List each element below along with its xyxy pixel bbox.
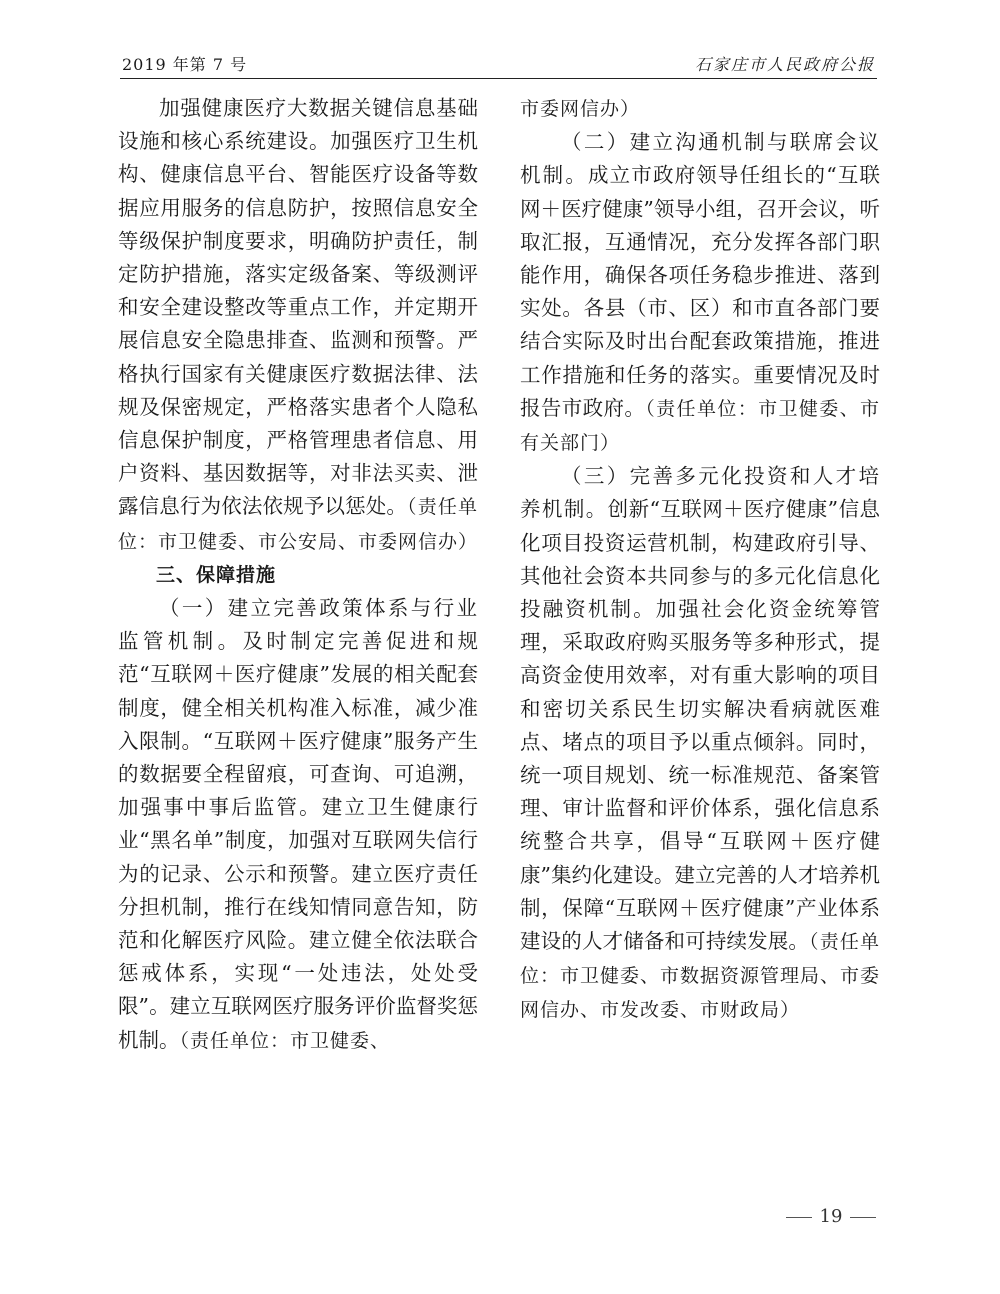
paragraph-text: 加强健康医疗大数据关键信息基础设施和核心系统建设。加强医疗卫生机构、健康信息平台、智能医疗设备等数据应用服务的信息防护，按照信息安全等级保护制度要求，明确防护责任，制定防护措施，落实定级备案、等级测评和安全建设整改等重点工作，并定期开展信息安全隐患排查、监测和预警。严格执行国家有关健康医疗数据法律、法规及保密规定，严格落实患者个人隐私信息保护制度，严格管理患者信息、用户资料、基因数据等，对非法买卖、泄露信息行为依法依规予以惩处。 — [118, 96, 478, 519]
section-heading: 三、保障措施 — [156, 563, 277, 586]
subsection-title: （二）建立沟通机制与联席会议机制。 — [520, 130, 880, 188]
paragraph-data-security — [118, 92, 478, 559]
journal-title: 石家庄市人民政府公报 — [694, 55, 875, 74]
issue-number: 2019 年第 7 号 — [122, 55, 248, 74]
responsible-units: （责任单位：市卫健委、市有关部门） — [520, 397, 880, 455]
paragraph-communication-mechanism — [520, 126, 880, 460]
responsible-units: （责任单位：市卫健委、 — [179, 1029, 391, 1052]
dash-right — [850, 1217, 876, 1218]
responsible-units: （责任单位：市卫健委、市公安局、市委网信办） — [118, 496, 479, 553]
left-column — [118, 92, 478, 1058]
paragraph-policy-system — [118, 592, 478, 1058]
paragraph-text: 及时制定完善促进和规范“互联网＋医疗健康”发展的相关配套制度，健全相关机构准入标准，减少准入限制。“互联网＋医疗健康”服务产生的数据要全程留痕，可查询、可追溯，加强事中事后监管。建立卫生健康行业“黑名单”制度，加强对互联网失信行为的记录、公示和预警。建立医疗责任分担机制，推行在线知情同意告知，防范和化解医疗风险。建立健全依法联合惩戒体系，实现“一处违法，处处受限”。建立互联网医疗服务评价监督奖惩机制。 — [118, 629, 479, 1052]
page-footer — [776, 1206, 886, 1227]
subsection-title: （三）完善多元化投资和人才培养机制。 — [520, 464, 880, 522]
dash-left — [786, 1217, 812, 1218]
responsible-units: （责任单位：市卫健委、市数据资源管理局、市委网信办、市发改委、市财政局） — [520, 931, 881, 1022]
right-column — [520, 92, 880, 1028]
paragraph-text: 创新“互联网＋医疗健康”信息化项目投资运营机制，构建政府引导、其他社会资本共同参与的多元化信息化投融资机制。加强社会化资金统筹管理，采取政府购买服务等多种形式，提高资金使用效率，对有重大影响的项目和密切关系民生切实解决看病就医难点、堵点的项目予以重点倾斜。同时，统一项目规划、统一标准规范、备案管理、审计监督和评价体系，强化信息系统整合共享，倡导“互联网＋医疗健康”集约化建设。建立完善的人才培养机制，保障“互联网＋医疗健康”产业体系建设的人才储备和可持续发展。 — [520, 497, 880, 954]
paragraph-investment-talent — [520, 460, 880, 1027]
subsection-title: （一）建立完善政策体系与行业监管机制。 — [118, 596, 478, 654]
page-number: 19 — [819, 1206, 843, 1227]
page-header — [120, 48, 877, 79]
continued-text — [520, 92, 880, 126]
paragraph-text: 成立市政府领导任组长的“互联网＋医疗健康”领导小组，召开会议，听取汇报，互通情况，充分发挥各部门职能作用，确保各项任务稳步推进、落到实处。各县（市、区）和市直各部门要结合实际及时出台配套政策措施，推进工作措施和任务的落实。重要情况及时报告市政府。 — [520, 163, 881, 420]
responsible-units-continued: 市委网信办） — [520, 98, 641, 120]
